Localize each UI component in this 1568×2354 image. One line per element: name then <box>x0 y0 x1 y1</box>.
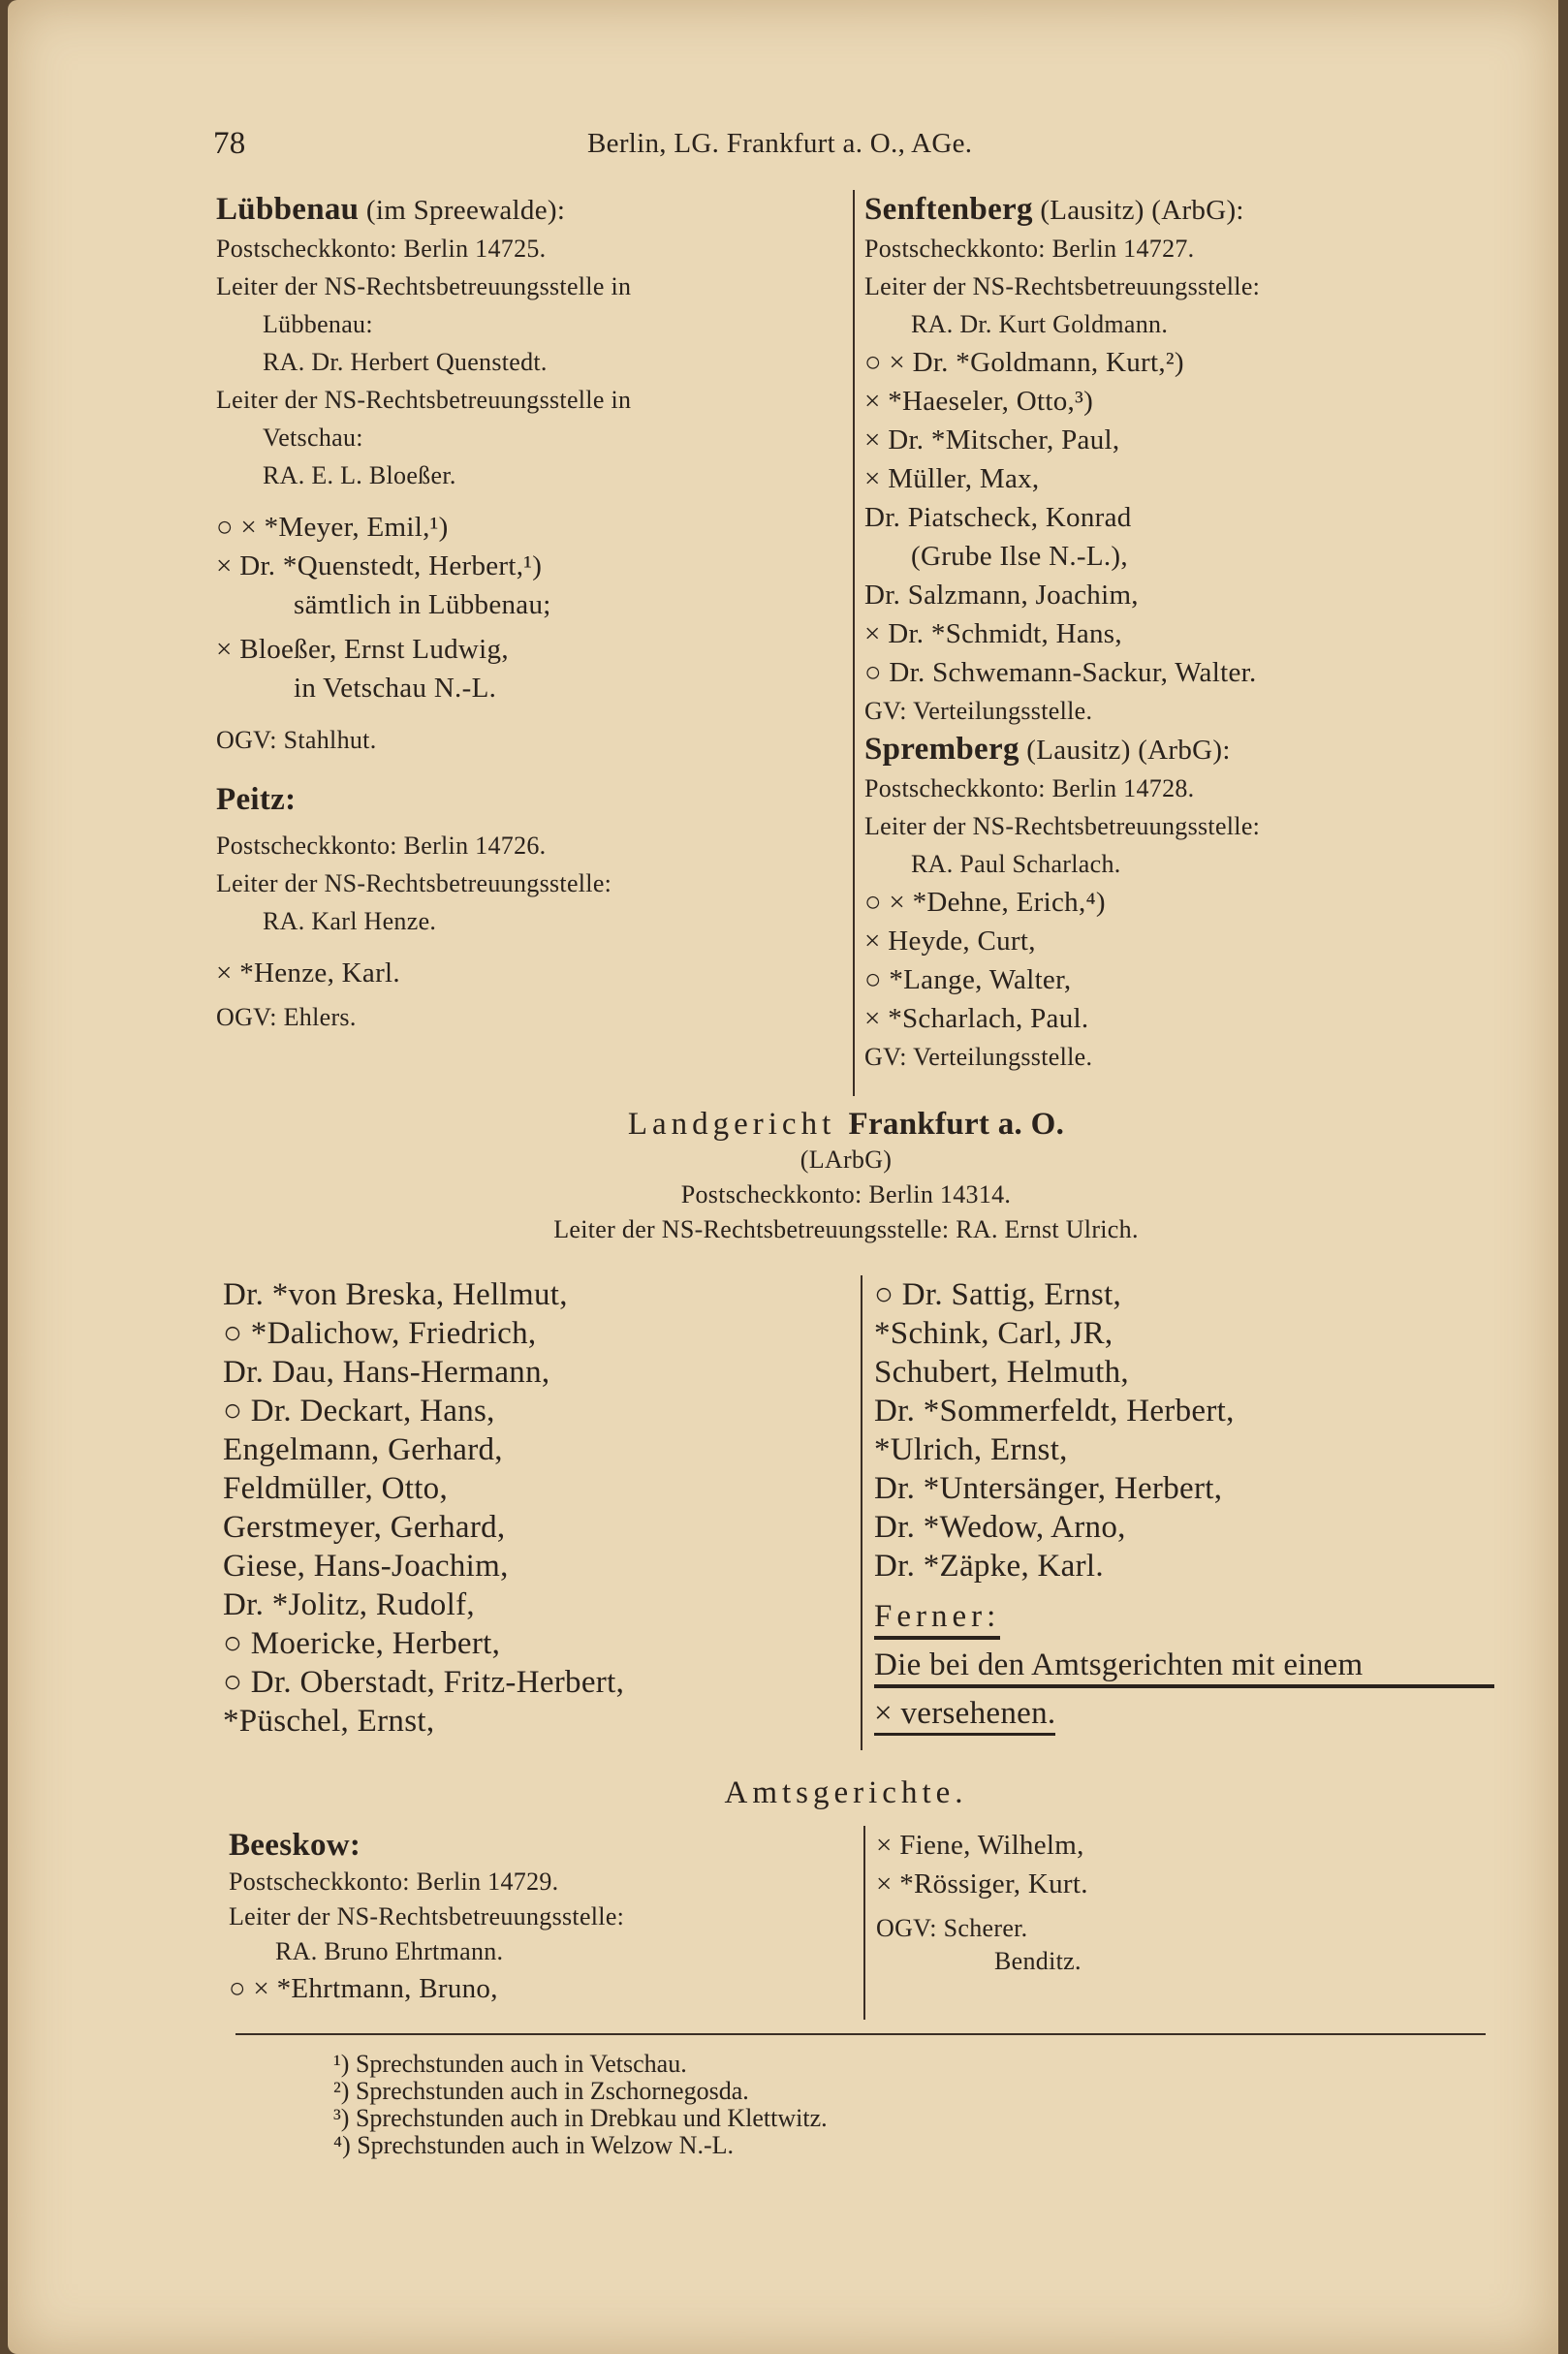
postscheck: Postscheckkonto: Berlin 14725. <box>216 235 547 263</box>
list-item: × Dr. *Quenstedt, Herbert,¹) <box>216 550 543 581</box>
list-item: Dr. *Wedow, Arno, <box>874 1510 1126 1545</box>
column-divider <box>861 1275 862 1750</box>
list-item: × Dr. *Schmidt, Hans, <box>864 618 1122 649</box>
landgericht-title-prefix: Landgericht <box>627 1107 849 1142</box>
list-item: Dr. Dau, Hans-Hermann, <box>223 1355 550 1390</box>
list-item: Dr. Salzmann, Joachim, <box>864 580 1139 611</box>
list-item: ○ × Dr. *Goldmann, Kurt,²) <box>864 347 1184 378</box>
section-heading-spremberg: Spremberg <box>864 732 1019 767</box>
list-item: × *Haeseler, Otto,³) <box>864 386 1094 417</box>
list-item: Dr. *Sommerfeldt, Herbert, <box>874 1394 1235 1428</box>
postscheck: Postscheckkonto: Berlin 14728. <box>864 774 1195 802</box>
list-item: Dr. Piatscheck, Konrad <box>864 502 1132 533</box>
footnote: ¹) Sprechstunden auch in Vetschau. <box>333 2050 687 2078</box>
leiter-label: Leiter der NS-Rechtsbetreuungsstelle: <box>216 869 612 897</box>
list-item: Schubert, Helmuth, <box>874 1355 1129 1390</box>
list-item: ○ Dr. Schwemann-Sackur, Walter. <box>864 657 1257 688</box>
list-item: *Ulrich, Ernst, <box>874 1432 1068 1467</box>
postscheck: Postscheckkonto: Berlin 14727. <box>864 235 1195 263</box>
leiter-label: Leiter der NS-Rechtsbetreuungsstelle in <box>216 386 632 414</box>
list-item: ○ Dr. Sattig, Ernst, <box>874 1277 1122 1312</box>
list-item: × Dr. *Mitscher, Paul, <box>864 424 1120 455</box>
footnote: ³) Sprechstunden auch in Drebkau und Klettwitz. <box>333 2104 828 2132</box>
list-item: × *Henze, Karl. <box>216 957 400 989</box>
page-number: 78 <box>213 126 246 161</box>
leiter-name: RA. Paul Scharlach. <box>911 850 1121 878</box>
leiter-label: Leiter der NS-Rechtsbetreuungsstelle: RA. Ernst Ulrich. <box>553 1215 1139 1243</box>
list-item: Dr. *Zäpke, Karl. <box>874 1549 1104 1584</box>
postscheck: Postscheckkonto: Berlin 14314. <box>680 1180 1012 1208</box>
running-title: Berlin, LG. Frankfurt a. O., AGe. <box>587 128 973 159</box>
landgericht-title: Frankfurt a. O. <box>848 1107 1065 1142</box>
list-item: ○ × *Dehne, Erich,⁴) <box>864 887 1106 918</box>
beeskow-left <box>229 1826 859 2008</box>
landgericht-left-list <box>223 1275 862 1741</box>
list-item: × Fiene, Wilhelm, <box>876 1830 1084 1861</box>
list-item: ○ *Lange, Walter, <box>864 964 1072 995</box>
leiter-label: Leiter der NS-Rechtsbetreuungsstelle: <box>229 1902 625 1930</box>
list-item: Feldmüller, Otto, <box>223 1471 449 1506</box>
list-item: Gerstmeyer, Gerhard, <box>223 1510 506 1545</box>
landgericht-sub: (LArbG) <box>800 1146 893 1174</box>
column-divider <box>863 1826 865 2020</box>
list-item: ○ Moericke, Herbert, <box>223 1626 501 1661</box>
gv: GV: Verteilungsstelle. <box>864 697 1093 725</box>
ogv: OGV: Ehlers. <box>216 1003 357 1031</box>
leiter-name: RA. Dr. Kurt Goldmann. <box>911 310 1169 338</box>
footnote: ²) Sprechstunden auch in Zschornegosda. <box>333 2077 749 2105</box>
ogv: OGV: Stahlhut. <box>216 726 377 754</box>
list-item: *Püschel, Ernst, <box>223 1704 435 1739</box>
section-heading-beeskow: Beeskow: <box>229 1828 361 1863</box>
list-item: ○ Dr. Deckart, Hans, <box>223 1394 495 1428</box>
leiter-name: RA. Karl Henze. <box>263 907 437 935</box>
list-item: sämtlich in Lübbenau; <box>294 589 551 620</box>
list-item: ○ Dr. Oberstadt, Fritz-Herbert, <box>223 1665 625 1700</box>
heading-suffix: (Lausitz) (ArbG): <box>1032 195 1244 226</box>
list-item: ○ × *Meyer, Emil,¹) <box>216 512 449 543</box>
leiter-place: Vetschau: <box>263 424 363 452</box>
postscheck: Postscheckkonto: Berlin 14729. <box>229 1868 559 1896</box>
ferner-text: × versehenen. <box>874 1694 1055 1736</box>
gv: GV: Verteilungsstelle. <box>864 1043 1093 1071</box>
leiter-name: RA. Bruno Ehrtmann. <box>275 1937 504 1965</box>
list-item: Dr. *Jolitz, Rudolf, <box>223 1587 475 1622</box>
ferner-label: Ferner: <box>874 1597 1000 1640</box>
list-item: ○ *Dalichow, Friedrich, <box>223 1316 537 1351</box>
leiter-label: Leiter der NS-Rechtsbetreuungsstelle: <box>864 272 1261 300</box>
column-divider <box>853 190 855 1096</box>
footnote-rule <box>235 2033 1486 2035</box>
section-heading-luebbenau: Lübbenau <box>216 192 360 227</box>
leiter-label: Leiter der NS-Rechtsbetreuungsstelle in <box>216 272 632 300</box>
postscheck: Postscheckkonto: Berlin 14726. <box>216 832 547 860</box>
beeskow-right <box>876 1826 1477 1976</box>
heading-suffix: (im Spreewalde): <box>359 195 566 226</box>
list-item: × Müller, Max, <box>864 463 1040 494</box>
list-item: × *Scharlach, Paul. <box>864 1003 1089 1034</box>
list-item: *Schink, Carl, JR, <box>874 1316 1113 1351</box>
list-item: Dr. *von Breska, Hellmut, <box>223 1277 568 1312</box>
list-item: Engelmann, Gerhard, <box>223 1432 503 1467</box>
list-item: × Bloeßer, Ernst Ludwig, <box>216 634 509 665</box>
ogv: Benditz. <box>994 1947 1082 1975</box>
right-column-top <box>864 190 1485 1076</box>
list-item: × *Rössiger, Kurt. <box>876 1868 1088 1899</box>
list-item: (Grube Ilse N.-L.), <box>911 541 1128 572</box>
footnote: ⁴) Sprechstunden auch in Welzow N.-L. <box>333 2131 734 2159</box>
leiter-name: RA. E. L. Bloeßer. <box>263 461 456 489</box>
leiter-name: RA. Dr. Herbert Quenstedt. <box>263 348 548 376</box>
left-column-top <box>216 190 846 1036</box>
ogv: OGV: Scherer. <box>876 1914 1028 1942</box>
leiter-label: Leiter der NS-Rechtsbetreuungsstelle: <box>864 812 1261 840</box>
list-item: ○ × *Ehrtmann, Bruno, <box>229 1973 498 2004</box>
landgericht-header <box>216 1105 1476 1246</box>
list-item: Dr. *Untersänger, Herbert, <box>874 1471 1223 1506</box>
book-page <box>8 0 1558 2354</box>
leiter-place: Lübbenau: <box>263 310 373 338</box>
heading-suffix: (Lausitz) (ArbG): <box>1019 735 1231 766</box>
section-heading-senftenberg: Senftenberg <box>864 192 1033 227</box>
list-item: in Vetschau N.-L. <box>294 673 497 704</box>
list-item: Giese, Hans-Joachim, <box>223 1549 509 1584</box>
section-heading-peitz: Peitz: <box>216 782 297 817</box>
landgericht-right-list <box>874 1275 1504 1736</box>
amtsgerichte-title: Amtsgerichte. <box>724 1775 968 1810</box>
ferner-text: Die bei den Amtsgerichten mit einem <box>874 1646 1494 1688</box>
footnotes <box>333 2051 828 2159</box>
list-item: × Heyde, Curt, <box>864 926 1036 957</box>
